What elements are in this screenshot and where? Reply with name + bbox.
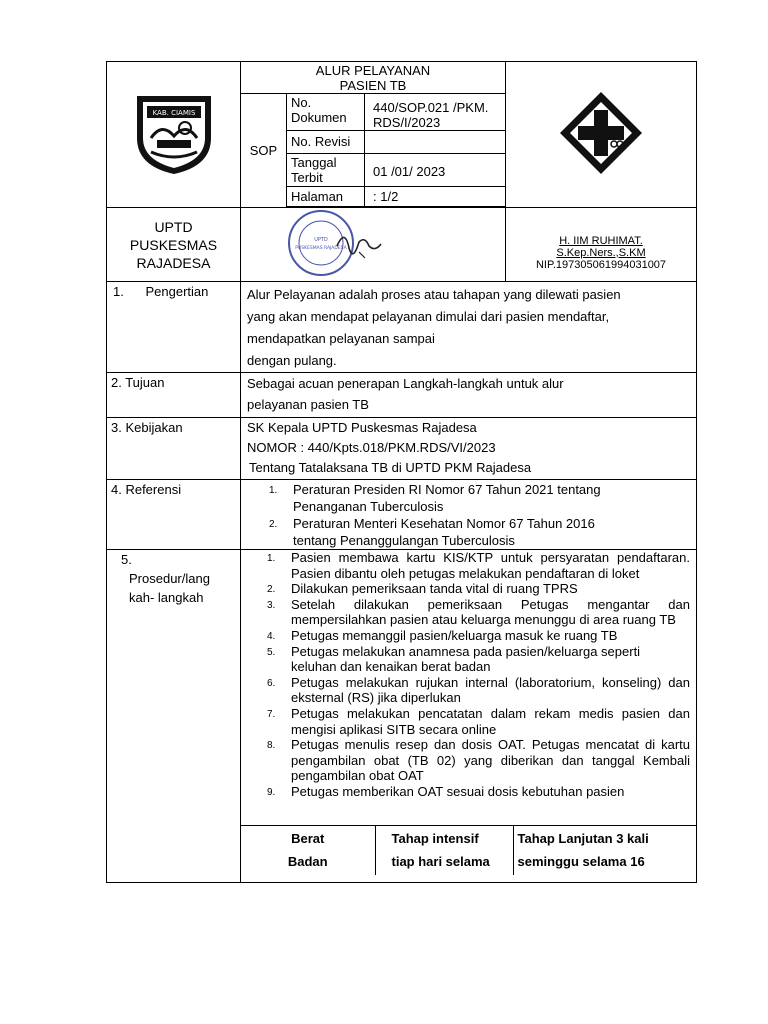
dose-col-berat: Berat Badan xyxy=(241,825,375,875)
sop-title-line1: ALUR PELAYANAN xyxy=(315,63,431,78)
official-stamp-icon xyxy=(241,208,501,278)
signer-name: H. IIM RUHIMAT. xyxy=(559,234,643,247)
kebijakan-label-cell xyxy=(107,418,241,480)
field-value-dokumen: 440/SOP.021 /PKM. RDS/I/2023 xyxy=(365,94,506,131)
pengertian-line: mendapatkan pelayanan sampai xyxy=(247,331,435,346)
sop-title-cell xyxy=(241,62,506,94)
tujuan-line: Sebagai acuan penerapan Langkah-langkah untuk alur xyxy=(247,376,564,391)
list-item: 2. Peraturan Menteri Kesehatan Nomor 67 Tahun 2016 tentang Penanggulangan Tuberculosis xyxy=(269,516,595,548)
dose-col-intensif: Tahap intensif tiap hari selama xyxy=(375,825,513,875)
list-item: 8. Petugas menulis resep dan dosis OAT. Petugas mencatat di kartu pengambilan obat (TB 02) yang diberikan dan tanggal Kembali pengambilan obat OAT xyxy=(267,737,690,784)
pengertian-line: dengan pulang. xyxy=(247,353,337,368)
list-item: 9. Petugas memberikan OAT sesuai dosis kebutuhan pasien xyxy=(267,783,625,799)
field-value-halaman: : 1/2 xyxy=(365,187,506,207)
field-label-dokumen: No. Dokumen xyxy=(287,94,365,131)
org-name-cell xyxy=(107,208,241,282)
referensi-content-cell xyxy=(241,480,697,550)
kebijakan-content-cell xyxy=(241,418,697,480)
pengertian-line: Alur Pelayanan adalah proses atau tahapan yang dilewati pasien xyxy=(247,287,621,302)
prosedur-label: Prosedur/lang kah- langkah xyxy=(129,571,210,605)
dose-col-lanjutan: Tahap Lanjutan 3 kali seminggu selama 16 xyxy=(513,825,696,875)
field-value-revisi xyxy=(365,131,506,154)
signer-title: S.Kep.Ners.,S.KM xyxy=(556,246,646,259)
kebijakan-label: 3. Kebijakan xyxy=(111,420,183,435)
regency-logo-cell xyxy=(107,62,241,208)
kebijakan-line: NOMOR : 440/Kpts.018/PKM.RDS/VI/2023 xyxy=(247,440,496,455)
org-line1: UPTD xyxy=(154,218,193,235)
health-cross-icon xyxy=(556,88,646,178)
stamp-center-line2: PUSKESMAS RAJADESA xyxy=(295,246,347,251)
pengertian-content-cell xyxy=(241,282,697,373)
field-label-halaman: Halaman xyxy=(287,187,365,207)
prosedur-label-cell xyxy=(107,550,241,883)
list-item: 6. Petugas melakukan rujukan internal (laboratorium, konseling) dan eksternal (RS) jika diperlukan xyxy=(267,674,690,706)
prosedur-content-cell xyxy=(241,550,697,883)
referensi-label-cell xyxy=(107,480,241,550)
sop-document xyxy=(106,61,696,883)
tujuan-content-cell xyxy=(241,373,697,418)
crest-label: KAB. CIAMIS xyxy=(152,109,196,117)
list-item: 5. Petugas melakukan anamnesa pada pasien/keluarga seperti keluhan dan kenaikan berat badan xyxy=(267,643,641,675)
prosedur-label-num: 5. xyxy=(121,552,132,567)
tujuan-label: 2. Tujuan xyxy=(111,375,165,390)
pengertian-label-cell xyxy=(107,282,241,373)
tujuan-label-cell xyxy=(107,373,241,418)
list-item: 7. Petugas melakukan pencatatan dalam rekam medis pasien dan mengisi aplikasi SITB secara online xyxy=(267,705,690,737)
field-value-tanggal: 01 /01/ 2023 xyxy=(365,154,506,187)
list-item: 3. Setelah dilakukan pemeriksaan Petugas mengantar dan mempersilahkan pasien atau keluarga menunggu di area ruang TB xyxy=(267,596,690,628)
pengertian-label: 1. Pengertian xyxy=(113,284,209,299)
header-table xyxy=(106,61,697,282)
stamp-cell xyxy=(241,208,506,282)
pengertian-line: yang akan mendapat pelayanan dimulai dari pasien mendaftar, xyxy=(247,309,610,324)
referensi-label: 4. Referensi xyxy=(111,482,182,497)
body-table xyxy=(106,281,697,883)
regency-crest-icon xyxy=(107,88,241,178)
stamp-center-line1: UPTD xyxy=(314,237,328,243)
list-item: 1. Peraturan Presiden RI Nomor 67 Tahun 2021 tentang Penanganan Tuberculosis xyxy=(269,482,601,514)
dose-table xyxy=(241,825,696,876)
sop-label-cell xyxy=(241,94,287,208)
signer-nip: NIP.197305061994031007 xyxy=(535,258,667,271)
org-line2: PUSKESMAS xyxy=(129,236,218,253)
referensi-list xyxy=(267,481,636,549)
signer-cell xyxy=(506,208,697,282)
sop-label: SOP xyxy=(249,143,278,158)
list-item: 2. Dilakukan pemeriksaan tanda vital di ruang TPRS xyxy=(267,581,578,597)
prosedur-list xyxy=(265,550,690,800)
health-logo-cell xyxy=(506,62,697,208)
field-label-revisi: No. Revisi xyxy=(287,131,365,154)
sop-title-line2: PASIEN TB xyxy=(339,78,407,93)
field-label-tanggal: Tanggal Terbit xyxy=(287,154,365,187)
kebijakan-line: Tentang Tatalaksana TB di UPTD PKM Rajadesa xyxy=(249,460,532,475)
list-item: 1. Pasien membawa kartu KIS/KTP untuk persyaratan pendaftaran. Pasien dibantu oleh petugas melakukan pendaftaran di loket xyxy=(267,550,690,581)
org-line3: RAJADESA xyxy=(136,254,211,271)
tujuan-line: pelayanan pasien TB xyxy=(247,397,369,412)
kebijakan-line: SK Kepala UPTD Puskesmas Rajadesa xyxy=(247,420,477,435)
list-item: 4. Petugas memanggil pasien/keluarga masuk ke ruang TB xyxy=(267,627,618,643)
